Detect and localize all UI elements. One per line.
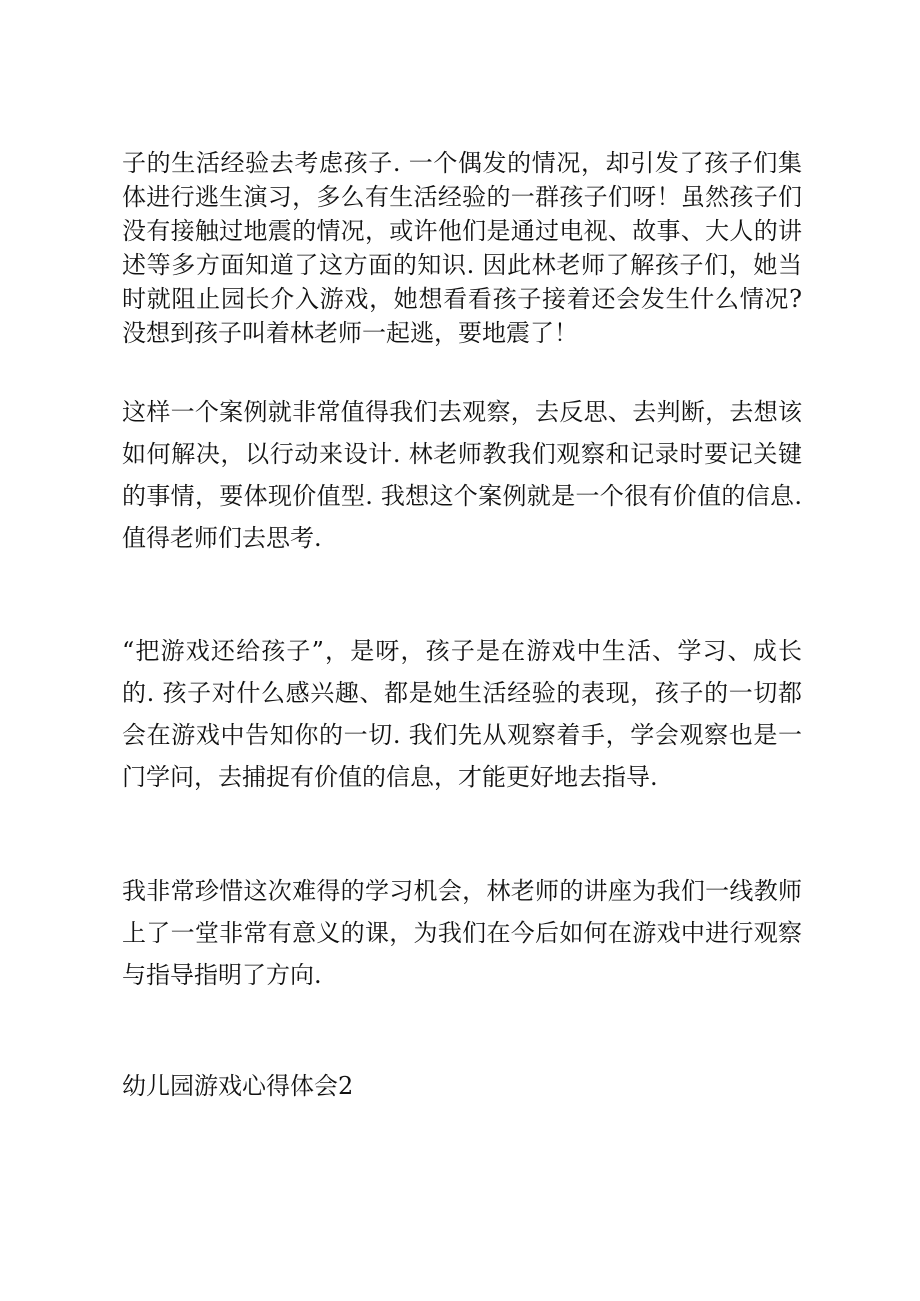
paragraph-1: 子的生活经验去考虑孩子. 一个偶发的情况，却引发了孩子们集体进行逃生演习，多么有生活经验的一群孩子们呀！虽然孩子们没有接触过地震的情况，或许他们是通过电视、故事、大人的讲述等多方面知道了这方面的知识. 因此林老师了解孩子们，她当时就阻止园长介入游戏，她想看看孩子接着还会发生什么情况?没想到孩子叫着林老师一起逃，要地震了！ (122, 149, 802, 347)
section-heading: 幼儿园游戏心得体会2 (122, 1072, 354, 1100)
paragraph-4: 我非常珍惜这次难得的学习机会，林老师的讲座为我们一线教师上了一堂非常有意义的课，为我们在今后如何在游戏中进行观察与指导指明了方向. (122, 877, 802, 989)
paragraph-2: 这样一个案例就非常值得我们去观察，去反思、去判断，去想该如何解决，以行动来设计. 林老师教我们观察和记录时要记关键的事情，要体现价值型. 我想这个案例就是一个很有价值的信息. 值得老师们去思考. (122, 398, 802, 552)
paragraph-3: “把游戏还给孩子”，是呀，孩子是在游戏中生活、学习、成长的. 孩子对什么感兴趣、都是她生活经验的表现，孩子的一切都会在游戏中告知你的一切. 我们先从观察着手，学会观察也是一门学问，去捕捉有价值的信息，才能更好地去指导. (122, 637, 802, 791)
